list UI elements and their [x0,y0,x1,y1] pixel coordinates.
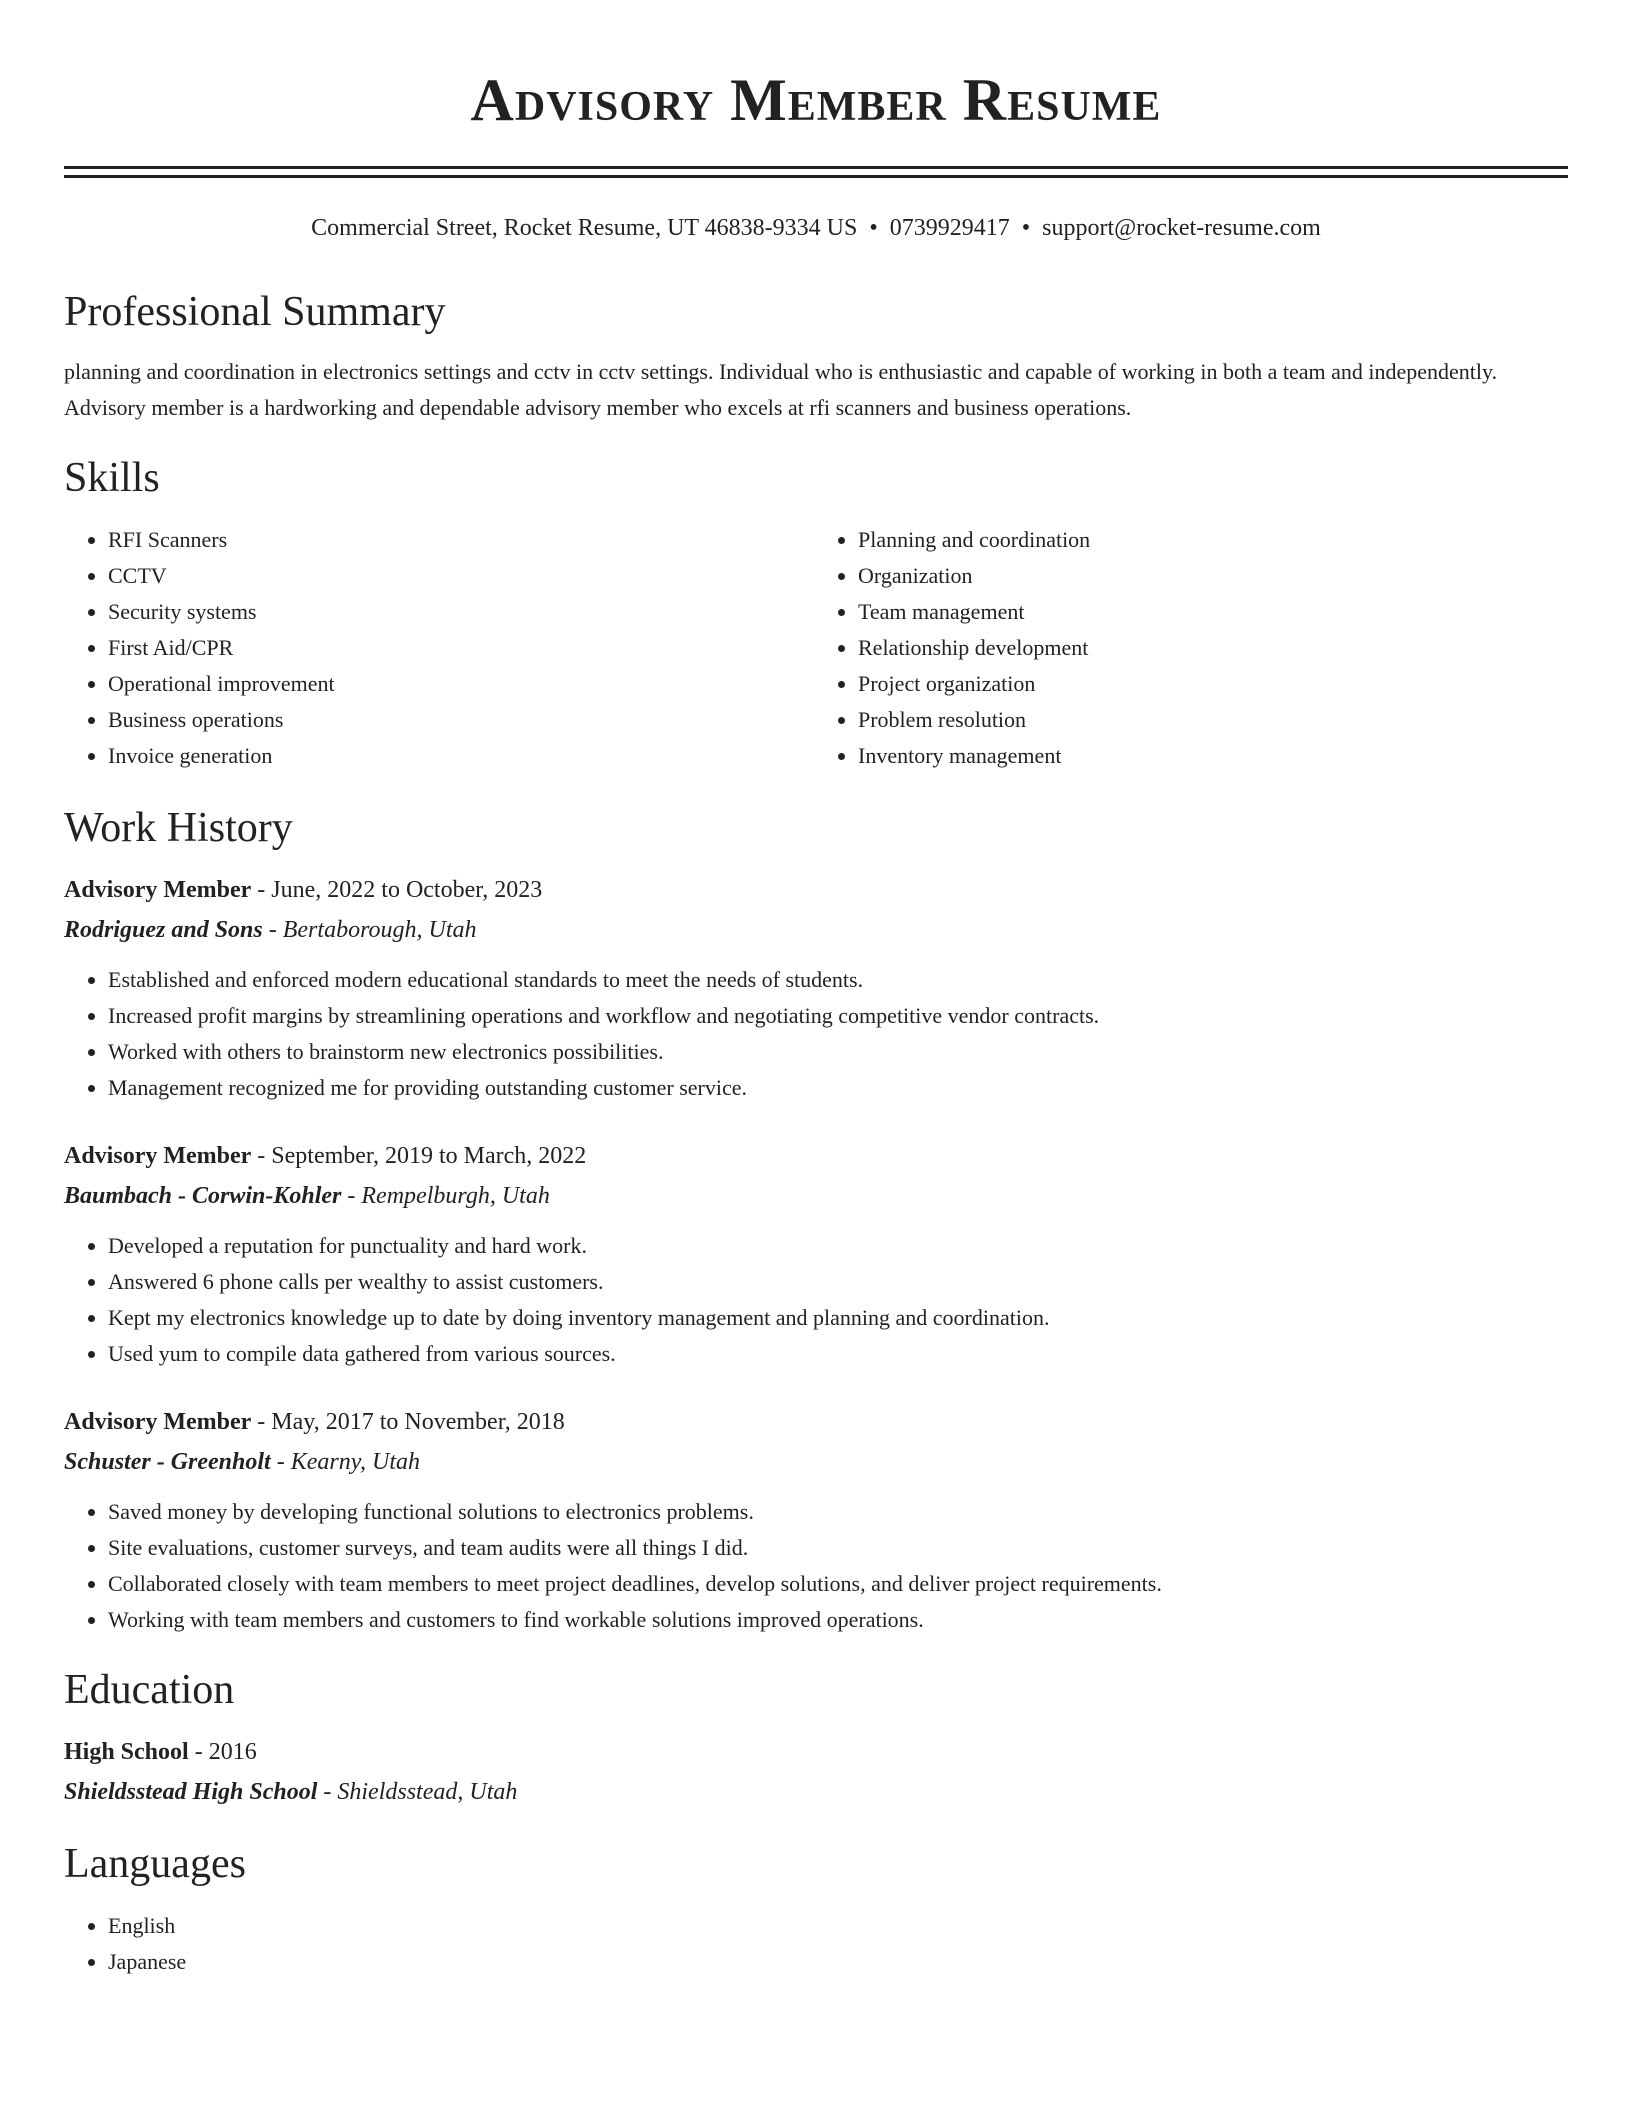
job-location: - Bertaborough, Utah [262,917,477,943]
work-history-heading: Work History [64,805,293,851]
job-bullet: • Working with team members and customers to find workable solutions improved operations. [108,1602,1568,1638]
education-location: - Shieldsstead, Utah [317,1779,518,1805]
skill-item: • Team management [858,594,1568,630]
summary-heading: Professional Summary [64,289,446,335]
contact-address: Commercial Street, Rocket Resume, UT 46838-9334 US [311,215,858,241]
job-bullet: • Established and enforced modern educational standards to meet the needs of students. [108,962,1568,998]
skill-item: • Operational improvement [108,666,816,702]
skill-item: • Security systems [108,594,816,630]
job-dates: - June, 2022 to October, 2023 [251,877,543,903]
job-dates: - September, 2019 to March, 2022 [251,1143,587,1169]
job-location: - Kearny, Utah [270,1449,421,1475]
education-degree: High School [64,1739,189,1765]
skill-item: • Business operations [108,702,816,738]
summary-section [64,286,1568,426]
skills-grid [64,522,1568,774]
job-entry [64,870,1568,1106]
education-entry [64,1732,1568,1812]
job-bullet: • Management recognized me for providing outstanding customer service. [108,1070,1568,1106]
summary-text: planning and coordination in electronics settings and cctv in cctv settings. Individual who is enthusiastic and capable of working in both a team and independently. Advisory member is a hardworking and dependable advisory member who excels at rfi scanners and business operations. [64,359,1498,420]
job-bullet: • Saved money by developing functional solutions to electronics problems. [108,1494,1568,1530]
contact-phone: 0739929417 [889,215,1010,241]
job-company: Baumbach - Corwin-Kohler [64,1183,342,1209]
skill-item: • CCTV [108,558,816,594]
job-company-line [64,1442,1568,1482]
job-bullet: • Worked with others to brainstorm new electronics possibilities. [108,1034,1568,1070]
skill-item: • RFI Scanners [108,522,816,558]
work-history-section [64,802,1568,1638]
skill-item: • Organization [858,558,1568,594]
language-item: • English [108,1908,1568,1944]
languages-list [64,1908,1568,1980]
education-heading: Education [64,1667,235,1713]
resume-title: Advisory Member Resume [470,67,1162,133]
job-bullets [64,1494,1568,1638]
job-location: - Rempelburgh, Utah [341,1183,550,1209]
job-title: Advisory Member [64,1409,252,1435]
job-company-line [64,1176,1568,1216]
job-title: Advisory Member [64,877,252,903]
education-school-line [64,1772,1568,1812]
language-item: • Japanese [108,1944,1568,1980]
skills-heading: Skills [64,455,160,501]
job-dates: - May, 2017 to November, 2018 [251,1409,565,1435]
skills-list-right [816,522,1568,774]
job-title-line [64,1402,1568,1442]
education-section [64,1664,1568,1812]
skill-item: • Inventory management [858,738,1568,774]
skills-section [64,452,1568,774]
job-bullets [64,1228,1568,1372]
contact-separator: • [1021,215,1031,241]
skill-item: • Planning and coordination [858,522,1568,558]
job-title: Advisory Member [64,1143,252,1169]
job-entry [64,1402,1568,1638]
job-bullets [64,962,1568,1106]
job-bullet: • Increased profit margins by streamlining operations and workflow and negotiating competitive vendor contracts. [108,998,1568,1034]
skill-item: • Problem resolution [858,702,1568,738]
job-bullet: • Kept my electronics knowledge up to date by doing inventory management and planning and coordination. [108,1300,1568,1336]
title-double-rule [64,166,1568,178]
job-title-line [64,870,1568,910]
skill-item: • Relationship development [858,630,1568,666]
skill-item: • First Aid/CPR [108,630,816,666]
education-year: - 2016 [188,1739,257,1765]
skill-item: • Invoice generation [108,738,816,774]
languages-heading: Languages [64,1841,246,1887]
contact-line [64,212,1568,244]
skills-list-left [64,522,816,774]
job-bullet: • Collaborated closely with team members to meet project deadlines, develop solutions, and deliver project requirements. [108,1566,1568,1602]
education-school: Shieldsstead High School [64,1779,318,1805]
job-company: Schuster - Greenholt [64,1449,271,1475]
job-bullet: • Answered 6 phone calls per wealthy to assist customers. [108,1264,1568,1300]
languages-section [64,1838,1568,1980]
skill-item: • Project organization [858,666,1568,702]
job-company-line [64,910,1568,950]
contact-email: support@rocket-resume.com [1042,215,1321,241]
job-company: Rodriguez and Sons [64,917,263,943]
job-entry [64,1136,1568,1372]
job-title-line [64,1136,1568,1176]
contact-separator: • [869,215,878,241]
job-bullet: • Used yum to compile data gathered from various sources. [108,1336,1568,1372]
job-bullet: • Developed a reputation for punctuality and hard work. [108,1228,1568,1264]
education-degree-line [64,1732,1568,1772]
job-bullet: • Site evaluations, customer surveys, and team audits were all things I did. [108,1530,1568,1566]
